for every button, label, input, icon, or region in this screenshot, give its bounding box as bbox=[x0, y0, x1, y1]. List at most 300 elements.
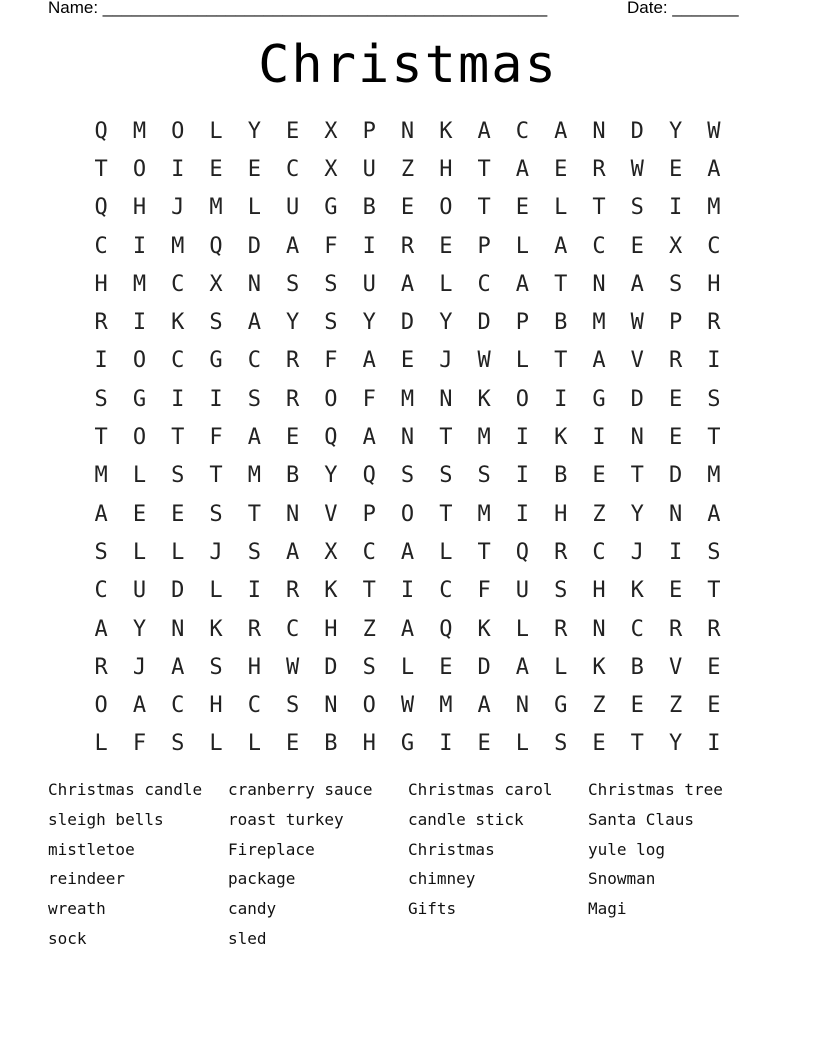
grid-letter: E bbox=[439, 654, 453, 680]
grid-row bbox=[82, 418, 734, 456]
word-bank-item: Christmas candle bbox=[48, 780, 203, 799]
grid-letter: J bbox=[439, 348, 453, 374]
grid-letter: R bbox=[668, 348, 683, 374]
grid-letter: R bbox=[94, 654, 108, 680]
grid-letter: E bbox=[668, 156, 683, 182]
grid-letter: Y bbox=[286, 310, 300, 336]
grid-letter: I bbox=[515, 463, 530, 489]
grid-letter: K bbox=[554, 425, 568, 451]
grid-letter: N bbox=[247, 271, 261, 297]
grid-letter: T bbox=[477, 539, 491, 565]
grid-letter: O bbox=[132, 425, 147, 451]
grid-letter: N bbox=[515, 693, 530, 719]
grid-letter: A bbox=[247, 425, 261, 451]
word-bank-item: sock bbox=[48, 928, 87, 948]
grid-letter: M bbox=[171, 233, 185, 259]
grid-letter: C bbox=[362, 539, 376, 565]
grid-letter: U bbox=[286, 195, 300, 221]
grid-letter: T bbox=[630, 731, 644, 757]
grid-letter: T bbox=[247, 501, 261, 527]
grid-letter: B bbox=[630, 654, 644, 680]
grid-letter: Z bbox=[592, 501, 606, 527]
grid-letter: C bbox=[171, 348, 185, 374]
grid-letter: Y bbox=[630, 501, 644, 527]
grid-letter: P bbox=[362, 501, 376, 527]
grid-row bbox=[82, 189, 734, 227]
grid-letter: W bbox=[477, 348, 491, 374]
grid-letter: L bbox=[515, 616, 530, 642]
grid-letter: Q bbox=[209, 233, 223, 259]
grid-letter: R bbox=[286, 578, 300, 604]
grid-letter: I bbox=[668, 195, 683, 221]
page-title: Christmas bbox=[258, 35, 558, 95]
grid-letter: A bbox=[400, 616, 415, 642]
grid-letter: M bbox=[247, 463, 261, 489]
grid-letter: M bbox=[94, 463, 108, 489]
grid-letter: D bbox=[477, 310, 491, 336]
grid-row bbox=[82, 112, 734, 150]
grid-letter: U bbox=[132, 578, 147, 604]
word-search-grid bbox=[82, 112, 734, 763]
word-bank-item: Santa Claus bbox=[588, 809, 694, 829]
grid-letter: Z bbox=[592, 693, 606, 719]
grid-letter: Q bbox=[324, 425, 338, 451]
grid-letter: J bbox=[171, 195, 185, 221]
grid-letter: I bbox=[707, 731, 721, 757]
grid-letter: W bbox=[400, 693, 415, 719]
grid-letter: S bbox=[94, 386, 108, 412]
grid-row bbox=[82, 380, 734, 418]
grid-letter: L bbox=[439, 271, 453, 297]
grid-letter: Y bbox=[668, 118, 683, 144]
grid-letter: S bbox=[707, 539, 721, 565]
grid-letter: Z bbox=[362, 616, 376, 642]
grid-letter: Y bbox=[362, 310, 376, 336]
grid-letter: L bbox=[247, 195, 261, 221]
grid-letter: J bbox=[132, 654, 147, 680]
grid-letter: A bbox=[94, 616, 108, 642]
word-bank-item: chimney bbox=[408, 869, 476, 889]
grid-letter: I bbox=[171, 386, 185, 412]
grid-letter: E bbox=[286, 425, 300, 451]
grid-letter: N bbox=[592, 118, 606, 144]
grid-letter: O bbox=[132, 156, 147, 182]
grid-letter: E bbox=[171, 501, 185, 527]
grid-letter: H bbox=[707, 271, 721, 297]
word-bank-item: wreath bbox=[48, 899, 106, 919]
grid-letter: M bbox=[209, 195, 223, 221]
grid-row bbox=[82, 572, 734, 610]
word-bank-item: sled bbox=[228, 928, 267, 948]
grid-letter: X bbox=[209, 271, 223, 297]
grid-letter: I bbox=[247, 578, 261, 604]
grid-letter: E bbox=[439, 233, 453, 259]
grid-letter: C bbox=[247, 348, 261, 374]
grid-letter: J bbox=[209, 539, 223, 565]
grid-row bbox=[82, 227, 734, 265]
grid-letter: R bbox=[668, 616, 683, 642]
grid-letter: A bbox=[247, 310, 261, 336]
grid-letter: Q bbox=[94, 118, 108, 144]
grid-letter: D bbox=[324, 654, 338, 680]
grid-letter: S bbox=[554, 731, 568, 757]
grid-letter: E bbox=[209, 156, 223, 182]
grid-letter: L bbox=[209, 578, 223, 604]
grid-letter: B bbox=[362, 195, 376, 221]
grid-letter: T bbox=[362, 578, 376, 604]
grid-letter: G bbox=[554, 693, 568, 719]
grid-letter: T bbox=[209, 463, 223, 489]
grid-letter: N bbox=[324, 693, 338, 719]
grid-letter: I bbox=[439, 731, 453, 757]
grid-letter: H bbox=[247, 654, 261, 680]
grid-letter: Y bbox=[439, 310, 453, 336]
grid-letter: D bbox=[171, 578, 185, 604]
grid-letter: N bbox=[286, 501, 300, 527]
grid-letter: O bbox=[171, 118, 185, 144]
grid-letter: N bbox=[592, 616, 606, 642]
grid-row bbox=[82, 725, 734, 763]
grid-letter: V bbox=[324, 501, 338, 527]
grid-letter: N bbox=[439, 386, 453, 412]
grid-letter: A bbox=[286, 233, 300, 259]
grid-row bbox=[82, 342, 734, 380]
word-bank-item: reindeer bbox=[48, 869, 126, 889]
grid-letter: A bbox=[592, 348, 606, 374]
grid-letter: P bbox=[668, 310, 683, 336]
grid-letter: U bbox=[515, 578, 530, 604]
grid-letter: C bbox=[94, 233, 108, 259]
grid-letter: X bbox=[324, 539, 338, 565]
grid-letter: N bbox=[630, 425, 644, 451]
word-bank-item: yule log bbox=[588, 839, 666, 859]
grid-letter: C bbox=[286, 616, 300, 642]
grid-row bbox=[82, 686, 734, 724]
grid-row bbox=[82, 648, 734, 686]
grid-letter: C bbox=[515, 118, 530, 144]
grid-letter: H bbox=[554, 501, 568, 527]
grid-letter: M bbox=[400, 386, 415, 412]
grid-letter: P bbox=[362, 118, 376, 144]
grid-letter: W bbox=[630, 310, 644, 336]
grid-letter: S bbox=[286, 271, 300, 297]
grid-letter: Y bbox=[668, 731, 683, 757]
grid-letter: S bbox=[286, 693, 300, 719]
grid-row bbox=[82, 303, 734, 341]
grid-letter: F bbox=[477, 578, 491, 604]
grid-letter: A bbox=[707, 156, 721, 182]
grid-letter: S bbox=[171, 731, 185, 757]
grid-letter: W bbox=[286, 654, 300, 680]
grid-letter: R bbox=[247, 616, 261, 642]
word-bank-item: mistletoe bbox=[48, 839, 135, 859]
grid-letter: I bbox=[171, 156, 185, 182]
grid-letter: A bbox=[477, 693, 491, 719]
grid-letter: I bbox=[515, 501, 530, 527]
grid-letter: E bbox=[630, 693, 644, 719]
grid-letter: Y bbox=[247, 118, 261, 144]
grid-letter: B bbox=[554, 310, 568, 336]
grid-letter: E bbox=[668, 386, 683, 412]
grid-letter: X bbox=[324, 156, 338, 182]
grid-letter: L bbox=[554, 654, 568, 680]
grid-letter: T bbox=[94, 156, 108, 182]
grid-letter: K bbox=[477, 616, 491, 642]
grid-letter: E bbox=[286, 118, 300, 144]
grid-letter: Q bbox=[94, 195, 108, 221]
grid-letter: C bbox=[630, 616, 644, 642]
grid-letter: U bbox=[362, 271, 376, 297]
grid-letter: H bbox=[439, 156, 453, 182]
grid-letter: C bbox=[286, 156, 300, 182]
grid-letter: E bbox=[132, 501, 147, 527]
grid-letter: E bbox=[515, 195, 530, 221]
grid-letter: C bbox=[707, 233, 721, 259]
grid-letter: T bbox=[439, 425, 453, 451]
grid-letter: A bbox=[400, 271, 415, 297]
grid-letter: R bbox=[707, 310, 721, 336]
grid-letter: B bbox=[324, 731, 338, 757]
grid-letter: H bbox=[362, 731, 376, 757]
grid-letter: C bbox=[439, 578, 453, 604]
grid-letter: V bbox=[668, 654, 683, 680]
grid-letter: E bbox=[477, 731, 491, 757]
grid-letter: K bbox=[209, 616, 223, 642]
grid-letter: S bbox=[324, 271, 338, 297]
grid-letter: T bbox=[707, 425, 721, 451]
grid-letter: P bbox=[515, 310, 530, 336]
word-bank-item: cranberry sauce bbox=[228, 780, 373, 799]
word-bank-item: candle stick bbox=[408, 809, 524, 829]
grid-letter: E bbox=[554, 156, 568, 182]
grid-letter: N bbox=[668, 501, 683, 527]
grid-letter: H bbox=[94, 271, 108, 297]
grid-letter: L bbox=[247, 731, 261, 757]
grid-letter: C bbox=[592, 233, 606, 259]
grid-letter: S bbox=[477, 463, 491, 489]
grid-letter: O bbox=[324, 386, 338, 412]
word-bank-item: Magi bbox=[588, 899, 627, 919]
grid-letter: W bbox=[630, 156, 644, 182]
grid-letter: T bbox=[707, 578, 721, 604]
grid-letter: M bbox=[707, 195, 721, 221]
grid-letter: N bbox=[592, 271, 606, 297]
grid-letter: K bbox=[477, 386, 491, 412]
grid-letter: L bbox=[515, 233, 530, 259]
grid-letter: Y bbox=[324, 463, 338, 489]
grid-letter: E bbox=[400, 348, 415, 374]
grid-letter: A bbox=[362, 425, 376, 451]
grid-letter: D bbox=[247, 233, 261, 259]
grid-letter: L bbox=[209, 118, 223, 144]
grid-letter: C bbox=[247, 693, 261, 719]
grid-letter: H bbox=[324, 616, 338, 642]
grid-letter: O bbox=[400, 501, 415, 527]
grid-letter: K bbox=[592, 654, 606, 680]
grid-letter: D bbox=[630, 118, 644, 144]
grid-letter: A bbox=[554, 233, 568, 259]
grid-letter: E bbox=[247, 156, 261, 182]
grid-letter: M bbox=[707, 463, 721, 489]
grid-letter: R bbox=[286, 348, 300, 374]
grid-letter: G bbox=[592, 386, 606, 412]
word-bank-item: Gifts bbox=[408, 899, 457, 919]
grid-letter: L bbox=[515, 731, 530, 757]
grid-letter: R bbox=[400, 233, 415, 259]
grid-letter: F bbox=[209, 425, 223, 451]
grid-letter: M bbox=[477, 501, 491, 527]
name-field-line: Name: _______________________________________________ bbox=[48, 0, 548, 17]
grid-letter: T bbox=[554, 348, 568, 374]
grid-letter: I bbox=[209, 386, 223, 412]
grid-letter: I bbox=[592, 425, 606, 451]
grid-letter: J bbox=[630, 539, 644, 565]
word-bank-item: candy bbox=[228, 899, 277, 919]
grid-letter: I bbox=[132, 233, 147, 259]
grid-letter: K bbox=[324, 578, 338, 604]
grid-letter: L bbox=[132, 539, 147, 565]
grid-letter: P bbox=[477, 233, 491, 259]
grid-letter: X bbox=[324, 118, 338, 144]
grid-letter: E bbox=[668, 425, 683, 451]
grid-letter: R bbox=[94, 310, 108, 336]
grid-letter: D bbox=[668, 463, 683, 489]
grid-row bbox=[82, 457, 734, 495]
grid-letter: Z bbox=[668, 693, 683, 719]
word-bank-item: Christmas carol bbox=[408, 780, 553, 799]
grid-letter: I bbox=[362, 233, 376, 259]
grid-letter: S bbox=[554, 578, 568, 604]
grid-letter: N bbox=[400, 118, 415, 144]
grid-letter: I bbox=[668, 539, 683, 565]
grid-letter: D bbox=[630, 386, 644, 412]
grid-letter: M bbox=[477, 425, 491, 451]
grid-letter: W bbox=[707, 118, 721, 144]
grid-letter: K bbox=[171, 310, 185, 336]
grid-letter: I bbox=[94, 348, 108, 374]
grid-letter: C bbox=[94, 578, 108, 604]
grid-letter: S bbox=[94, 539, 108, 565]
grid-letter: L bbox=[132, 463, 147, 489]
grid-letter: A bbox=[171, 654, 185, 680]
grid-letter: E bbox=[286, 731, 300, 757]
grid-row bbox=[82, 150, 734, 188]
grid-letter: C bbox=[477, 271, 491, 297]
grid-letter: T bbox=[554, 271, 568, 297]
grid-letter: D bbox=[400, 310, 415, 336]
grid-letter: G bbox=[132, 386, 147, 412]
grid-letter: I bbox=[707, 348, 721, 374]
grid-letter: T bbox=[171, 425, 185, 451]
grid-letter: F bbox=[324, 348, 338, 374]
word-bank bbox=[48, 779, 808, 958]
grid-letter: Q bbox=[439, 616, 453, 642]
grid-letter: S bbox=[209, 501, 223, 527]
grid-letter: Y bbox=[132, 616, 147, 642]
grid-letter: H bbox=[209, 693, 223, 719]
grid-letter: O bbox=[94, 693, 108, 719]
grid-letter: G bbox=[400, 731, 415, 757]
grid-row bbox=[82, 610, 734, 648]
grid-letter: L bbox=[439, 539, 453, 565]
grid-letter: T bbox=[477, 156, 491, 182]
grid-letter: A bbox=[477, 118, 491, 144]
grid-letter: L bbox=[171, 539, 185, 565]
grid-letter: T bbox=[439, 501, 453, 527]
grid-letter: S bbox=[439, 463, 453, 489]
grid-letter: S bbox=[247, 386, 261, 412]
grid-letter: R bbox=[286, 386, 300, 412]
grid-letter: Q bbox=[362, 463, 376, 489]
grid-letter: M bbox=[592, 310, 606, 336]
grid-letter: I bbox=[132, 310, 147, 336]
grid-letter: R bbox=[707, 616, 721, 642]
grid-letter: T bbox=[592, 195, 606, 221]
grid-letter: O bbox=[132, 348, 147, 374]
grid-letter: R bbox=[592, 156, 606, 182]
grid-letter: M bbox=[132, 271, 147, 297]
grid-row bbox=[82, 265, 734, 303]
word-bank-item: Christmas tree bbox=[588, 780, 723, 799]
grid-letter: S bbox=[324, 310, 338, 336]
grid-letter: T bbox=[94, 425, 108, 451]
grid-letter: B bbox=[554, 463, 568, 489]
grid-letter: E bbox=[707, 654, 721, 680]
grid-letter: O bbox=[439, 195, 453, 221]
grid-letter: E bbox=[707, 693, 721, 719]
grid-letter: A bbox=[554, 118, 568, 144]
grid-letter: K bbox=[439, 118, 453, 144]
grid-letter: E bbox=[630, 233, 644, 259]
grid-letter: S bbox=[707, 386, 721, 412]
grid-letter: X bbox=[668, 233, 683, 259]
grid-letter: A bbox=[630, 271, 644, 297]
grid-letter: N bbox=[400, 425, 415, 451]
grid-letter: R bbox=[554, 616, 568, 642]
grid-letter: E bbox=[668, 578, 683, 604]
grid-letter: A bbox=[132, 693, 147, 719]
grid-letter: N bbox=[171, 616, 185, 642]
grid-letter: S bbox=[668, 271, 683, 297]
word-bank-item: Snowman bbox=[588, 869, 656, 889]
grid-letter: L bbox=[209, 731, 223, 757]
grid-letter: A bbox=[515, 156, 530, 182]
grid-letter: S bbox=[247, 539, 261, 565]
grid-letter: V bbox=[630, 348, 644, 374]
grid-letter: F bbox=[362, 386, 376, 412]
grid-letter: S bbox=[630, 195, 644, 221]
grid-letter: E bbox=[592, 731, 606, 757]
grid-letter: I bbox=[515, 425, 530, 451]
grid-letter: I bbox=[400, 578, 415, 604]
grid-letter: A bbox=[286, 539, 300, 565]
grid-letter: T bbox=[630, 463, 644, 489]
grid-letter: D bbox=[477, 654, 491, 680]
grid-row bbox=[82, 495, 734, 533]
grid-letter: E bbox=[592, 463, 606, 489]
grid-letter: S bbox=[171, 463, 185, 489]
grid-letter: H bbox=[592, 578, 606, 604]
grid-letter: M bbox=[132, 118, 147, 144]
grid-row bbox=[82, 533, 734, 571]
date-field-line: Date: _______ bbox=[627, 0, 739, 17]
grid-letter: O bbox=[362, 693, 376, 719]
word-bank-item: Fireplace bbox=[228, 839, 315, 859]
grid-letter: T bbox=[477, 195, 491, 221]
grid-letter: L bbox=[400, 654, 415, 680]
grid-letter: A bbox=[362, 348, 376, 374]
grid-letter: M bbox=[439, 693, 453, 719]
